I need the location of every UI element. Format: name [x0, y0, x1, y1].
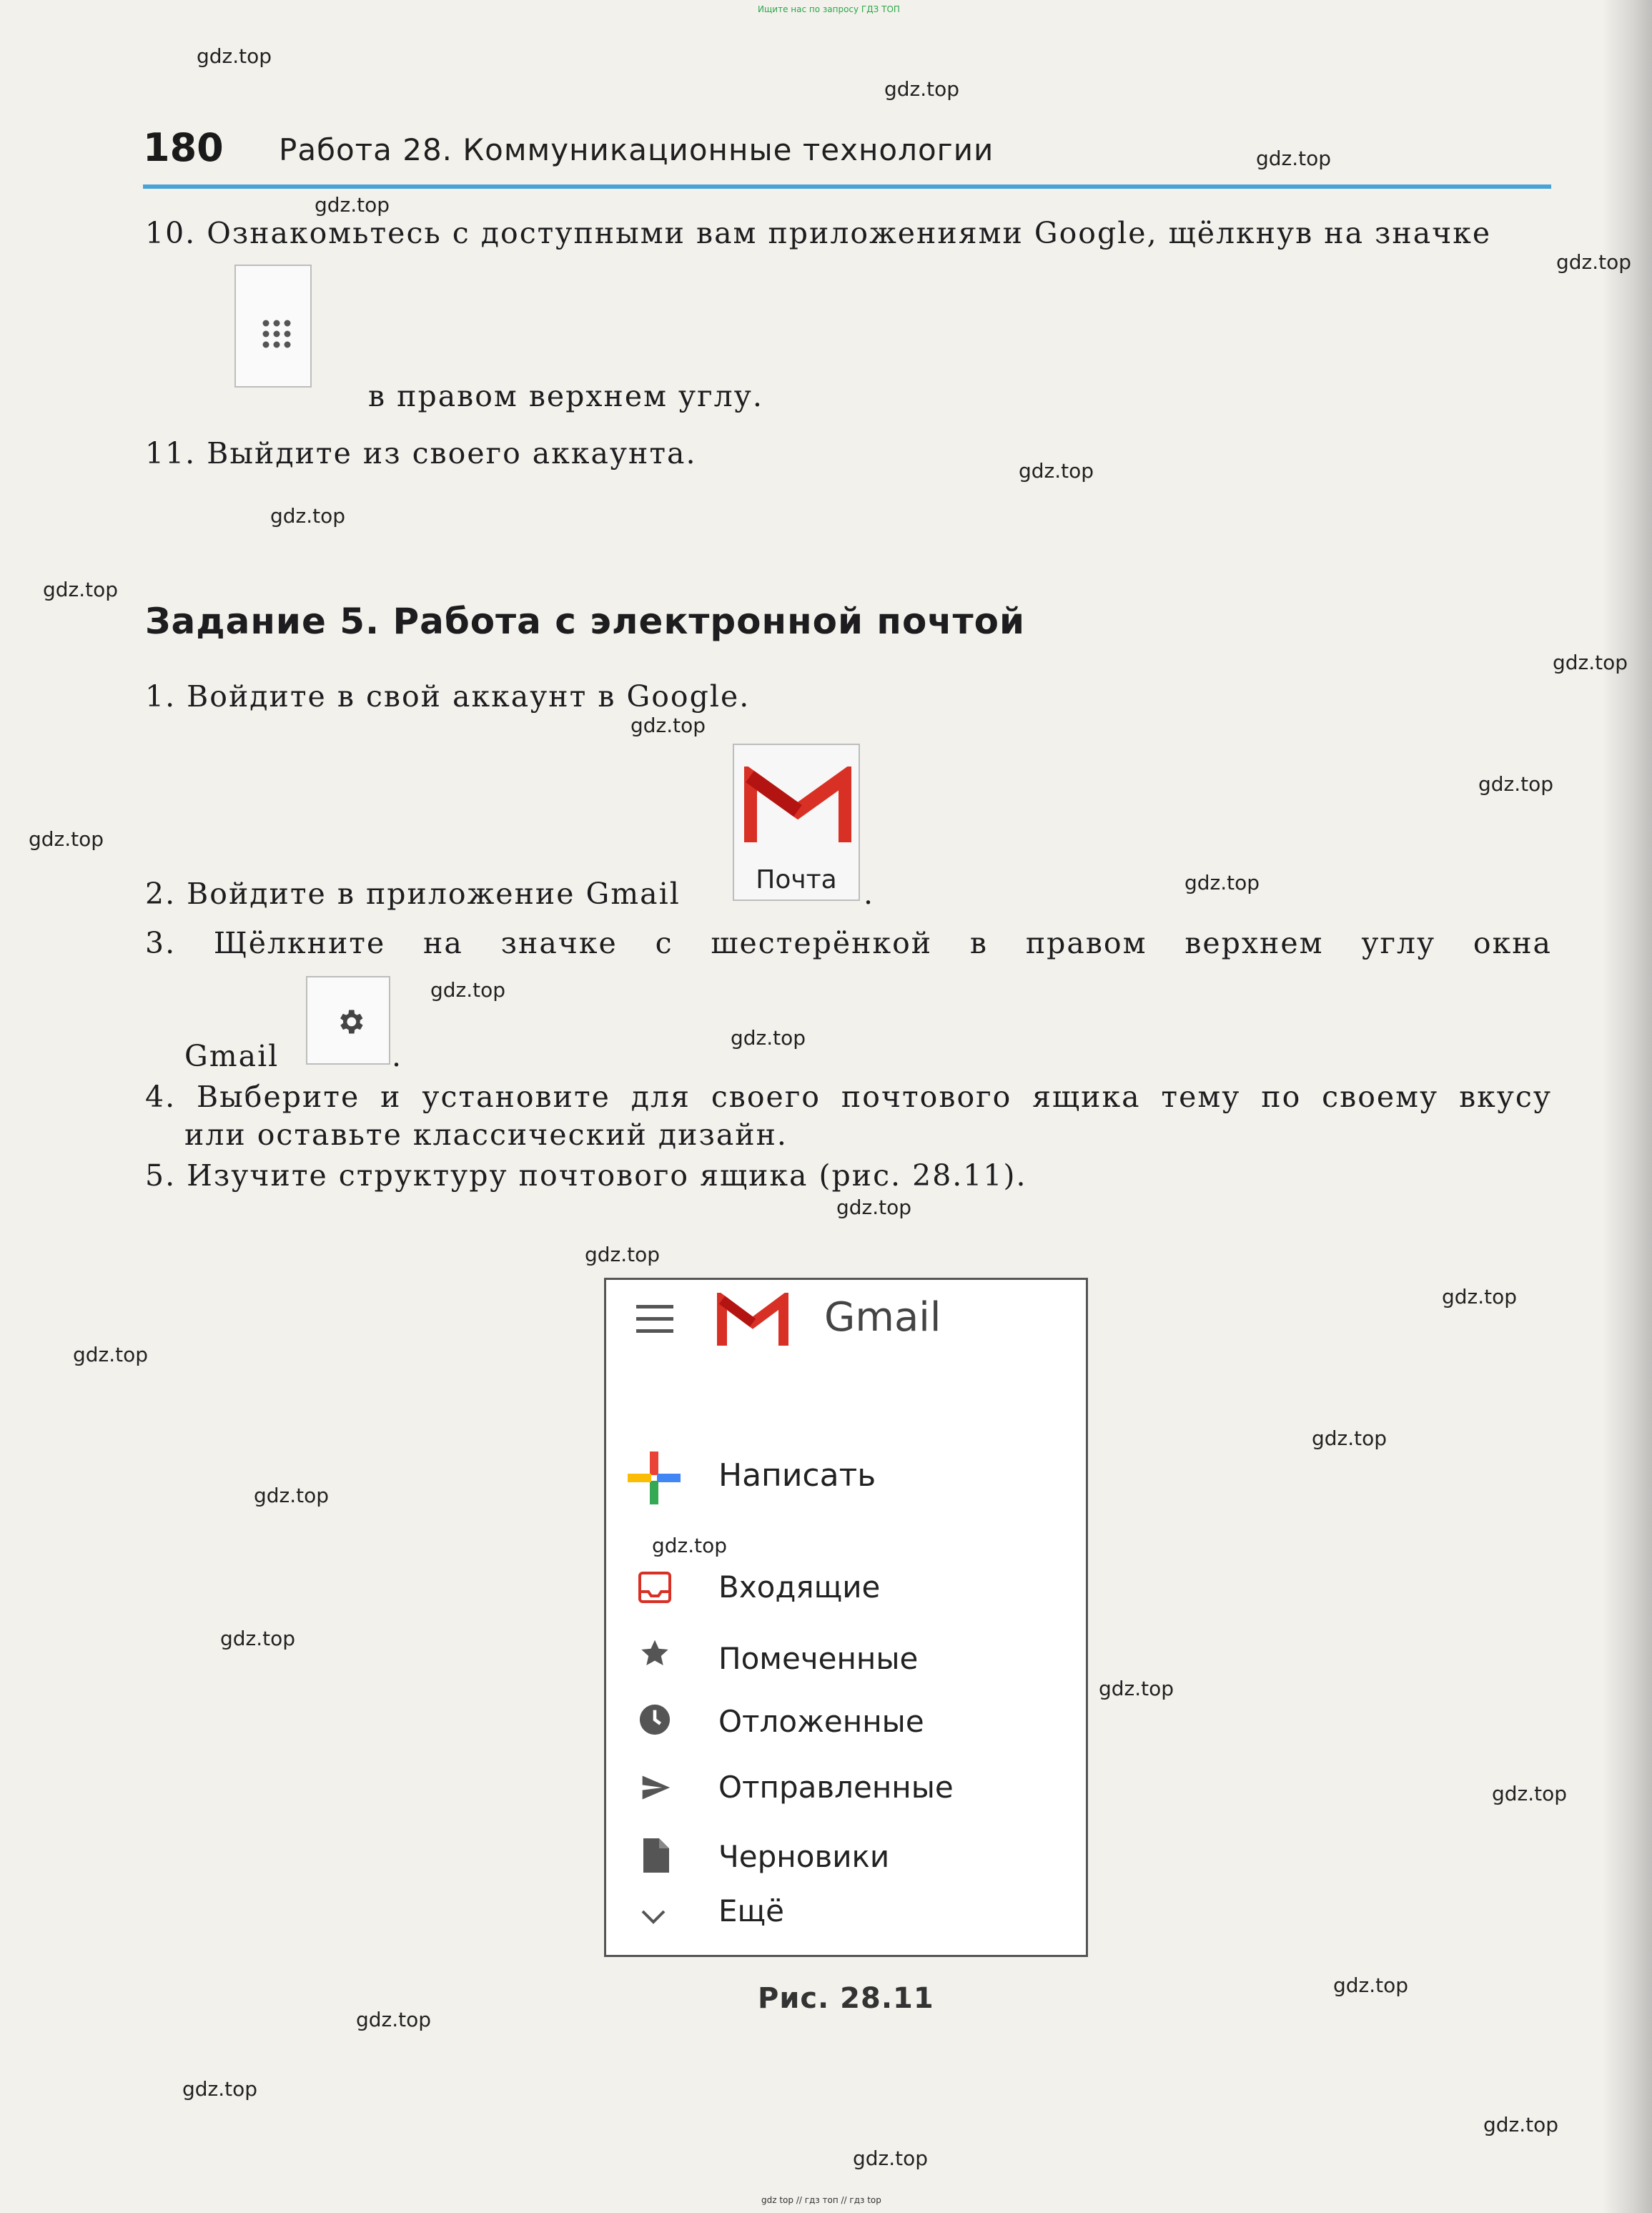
menu-item-more[interactable]: Ещё — [718, 1893, 784, 1928]
compose-button[interactable]: Написать — [718, 1457, 876, 1494]
menu-item-snoozed[interactable]: Отложенные — [718, 1704, 924, 1739]
apps-icon-box — [234, 265, 312, 388]
watermark: gdz.top — [1492, 1782, 1568, 1805]
draft-icon — [640, 1838, 669, 1873]
watermark: gdz.top — [270, 504, 346, 528]
gmail-app-icon — [733, 744, 860, 901]
figure-caption: Рис. 28.11 — [758, 1982, 934, 2015]
menu-item-drafts[interactable]: Черновики — [718, 1839, 890, 1874]
watermark: gdz.top — [1256, 147, 1332, 170]
watermark: gdz.top — [197, 44, 272, 68]
gmail-icon-label: Почта — [756, 865, 837, 894]
watermark: gdz.top — [1099, 1677, 1174, 1700]
watermark: gdz.top — [1312, 1426, 1388, 1450]
watermark: gdz.top — [1483, 2113, 1559, 2136]
gmail-logo-icon — [717, 1293, 788, 1349]
bottom-note: gdz top // гдз топ // гдз top — [761, 2195, 881, 2205]
watermark: gdz.top — [1442, 1285, 1518, 1308]
watermark: gdz.top — [356, 2008, 432, 2031]
watermark: gdz.top — [731, 1026, 806, 1050]
watermark: gdz.top — [884, 77, 960, 101]
watermark: gdz.top — [182, 2077, 258, 2101]
watermark: gdz.top — [220, 1627, 296, 1650]
watermark: gdz.top — [1019, 459, 1094, 483]
step-3-period: . — [392, 1039, 403, 1073]
step-2: 2. Войдите в приложение Gmail — [145, 877, 681, 911]
watermark: gdz.top — [430, 978, 506, 1002]
watermark: gdz.top — [1556, 250, 1632, 274]
step-4-line2: или оставьте классический дизайн. — [184, 1118, 788, 1152]
gear-icon — [335, 1006, 366, 1038]
page-edge-shadow — [1602, 0, 1652, 2213]
watermark: gdz.top — [630, 714, 706, 737]
step-2-period: . — [864, 877, 875, 911]
item-10-line2: в правом верхнем углу. — [368, 379, 763, 413]
gmail-brand: Gmail — [824, 1294, 941, 1341]
item-10-line1: 10. Ознакомьтесь с доступными вам приложениями Google, щёлкнув на значке — [145, 216, 1492, 250]
step-1: 1. Войдите в свой аккаунт в Google. — [145, 679, 751, 714]
hamburger-menu-icon[interactable] — [636, 1305, 673, 1334]
watermark: gdz.top — [853, 2147, 929, 2170]
menu-item-inbox[interactable]: Входящие — [718, 1569, 881, 1605]
watermark: gdz.top — [1478, 772, 1554, 796]
watermark: gdz.top — [836, 1196, 912, 1219]
gmail-panel-figure — [604, 1278, 1088, 1957]
running-head: Работа 28. Коммуникационные технологии — [279, 132, 994, 167]
watermark: gdz.top — [585, 1243, 661, 1266]
apps-grid-icon — [262, 319, 292, 349]
gmail-m-icon — [744, 767, 851, 847]
watermark: gdz.top — [1553, 651, 1628, 674]
step-3-line1: 3. Щёлкните на значке с шестерёнкой в правом верхнем углу окна — [145, 926, 1552, 960]
send-icon — [638, 1772, 673, 1803]
top-note: Ищите нас по запросу ГДЗ ТОП — [758, 4, 900, 14]
task-5-heading: Задание 5. Работа с электронной почтой — [145, 601, 1025, 642]
item-11: 11. Выйдите из своего аккаунта. — [145, 436, 697, 470]
inbox-icon — [638, 1572, 671, 1603]
page-number: 180 — [143, 125, 224, 170]
watermark: gdz.top — [1333, 1973, 1409, 1997]
step-3-line2: Gmail — [184, 1039, 280, 1073]
watermark: gdz.top — [73, 1343, 149, 1366]
compose-plus-icon[interactable] — [628, 1451, 681, 1504]
watermark: gdz.top — [652, 1534, 728, 1557]
watermark: gdz.top — [43, 578, 119, 601]
watermark: gdz.top — [1184, 871, 1260, 894]
clock-icon — [638, 1703, 671, 1736]
gear-icon-box — [306, 976, 390, 1065]
watermark: gdz.top — [315, 193, 390, 217]
step-4-line1: 4. Выберите и установите для своего почтового ящика тему по своему вкусу — [145, 1080, 1552, 1114]
menu-item-starred[interactable]: Помеченные — [718, 1641, 919, 1676]
chevron-down-icon — [640, 1909, 666, 1925]
watermark: gdz.top — [29, 827, 104, 851]
star-icon — [638, 1637, 671, 1669]
header-rule — [143, 184, 1551, 189]
step-5: 5. Изучите структуру почтового ящика (рис. 28.11). — [145, 1158, 1027, 1193]
watermark: gdz.top — [254, 1484, 330, 1507]
menu-item-sent[interactable]: Отправленные — [718, 1770, 954, 1805]
